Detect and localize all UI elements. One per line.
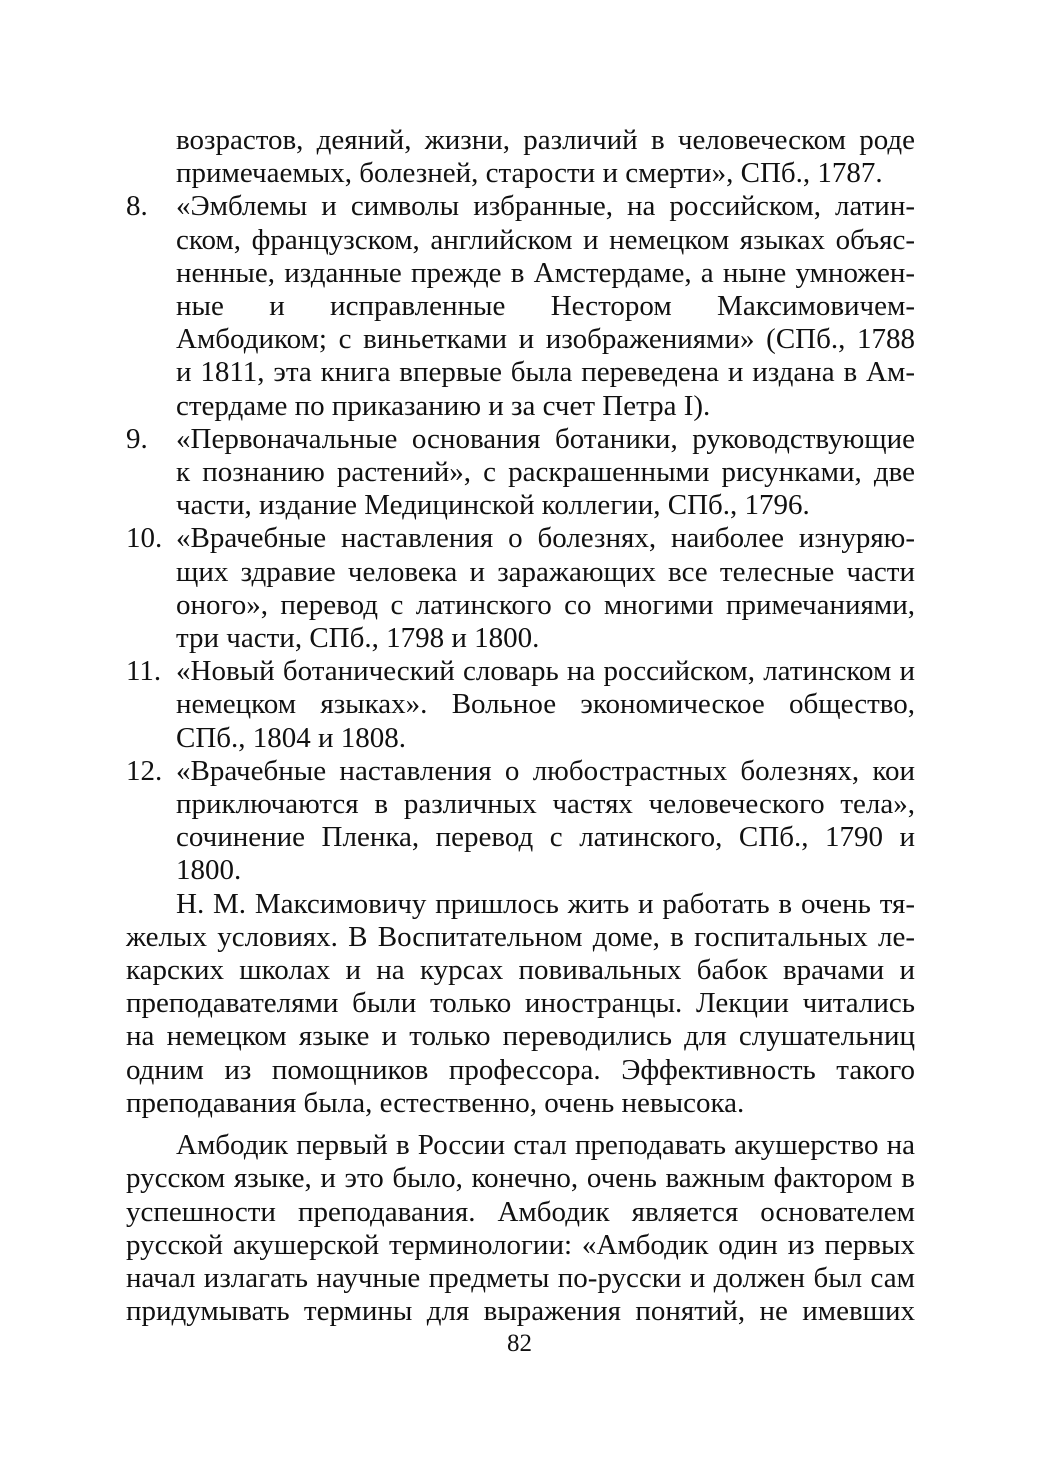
text-line: ненные, изданные прежде в Амстердаме, а ныне умножен- <box>176 256 915 289</box>
text-line: успешности преподавания. Амбодик является основателем <box>126 1195 915 1228</box>
text-line: примечаемых, болезней, старости и смерти», СПб., 1787. <box>176 157 883 190</box>
text-line: придумывать термины для выражения понятий, не имевших <box>126 1295 915 1328</box>
text-line: карских школах и на курсах повивальных бабок врачами и <box>126 954 915 987</box>
text-line: одним из помощников профессора. Эффективность такого <box>126 1053 915 1086</box>
text-line: начал излагать научные предметы по-русски и должен был сам <box>126 1261 915 1294</box>
text-line: и 1811, эта книга впервые была переведена и издана в Ам- <box>176 356 915 389</box>
list-item-12 <box>126 755 915 888</box>
text-line: стердаме по приказанию и за счет Петра I). <box>176 389 711 422</box>
list-item-9 <box>126 423 915 523</box>
text-line: русском языке, и это было, конечно, очень важным фактором в <box>126 1162 915 1195</box>
text-line: Амбодиком; с виньетками и изображениями» (СПб., 1788 <box>176 323 915 356</box>
text-line: щих здравие человека и заражающих все телесные части <box>176 555 915 588</box>
text-line: Н. М. Максимовичу пришлось жить и работать в очень тя- <box>176 887 915 920</box>
text-line: «Врачебные наставления о любострастных болезнях, кои <box>176 754 915 787</box>
list-item-10 <box>126 522 915 655</box>
text-line: ные и исправленные Нестором Максимовичем- <box>176 290 915 323</box>
text-line: части, издание Медицинской коллегии, СПб., 1796. <box>176 489 810 522</box>
text-line: «Первоначальные основания ботаники, руководствующие <box>176 422 915 455</box>
text-line: сочинение Пленка, перевод с латинского, СПб., 1790 и <box>176 821 915 854</box>
body-paragraph <box>126 888 915 1120</box>
text-line: Амбодик первый в России стал преподавать акушерство на <box>176 1129 915 1162</box>
list-item-number: 10. <box>126 522 163 555</box>
text-line: на немецком языке и только переводились для слушательниц <box>126 1020 915 1053</box>
text-line: СПб., 1804 и 1808. <box>176 721 407 754</box>
text-line: к познанию растений», с раскрашенными рисунками, две <box>176 456 915 489</box>
text-line: ском, французском, английском и немецком языках объяс- <box>176 223 915 256</box>
list-item-number: 8. <box>126 190 148 223</box>
text-line: оного», перевод с латинского со многими примечаниями, <box>176 588 915 621</box>
page-number: 82 <box>507 1330 532 1357</box>
text-line: «Эмблемы и символы избранные, на российском, латин- <box>176 190 915 223</box>
text-line: преподавания была, естественно, очень невысока. <box>126 1086 745 1119</box>
text-line: желых условиях. В Воспитательном доме, в госпитальных ле- <box>126 920 915 953</box>
text-line: три части, СПб., 1798 и 1800. <box>176 622 540 655</box>
text-line: возрастов, деяний, жизни, различий в человеческом роде <box>176 124 915 156</box>
page-body <box>126 124 915 1328</box>
text-line: преподавателями были только иностранцы. Лекции читались <box>126 987 915 1020</box>
text-line: 1800. <box>176 854 242 887</box>
list-item-8 <box>126 190 915 422</box>
text-line: немецком языках». Вольное экономическое общество, <box>176 688 915 721</box>
list-item-continuation <box>126 124 915 190</box>
list-item-11 <box>126 655 915 755</box>
body-paragraph <box>126 1129 915 1328</box>
list-item-number: 11. <box>126 655 162 688</box>
list-item-number: 9. <box>126 422 148 455</box>
text-line: «Новый ботанический словарь на российском, латинском и <box>176 655 915 688</box>
text-line: русской акушерской терминологии: «Амбодик один из первых <box>126 1228 915 1261</box>
text-line: «Врачебные наставления о болезнях, наиболее изнуряю- <box>176 522 915 555</box>
text-line: приключаются в различных частях человеческого тела», <box>176 788 915 821</box>
list-item-number: 12. <box>126 754 163 787</box>
